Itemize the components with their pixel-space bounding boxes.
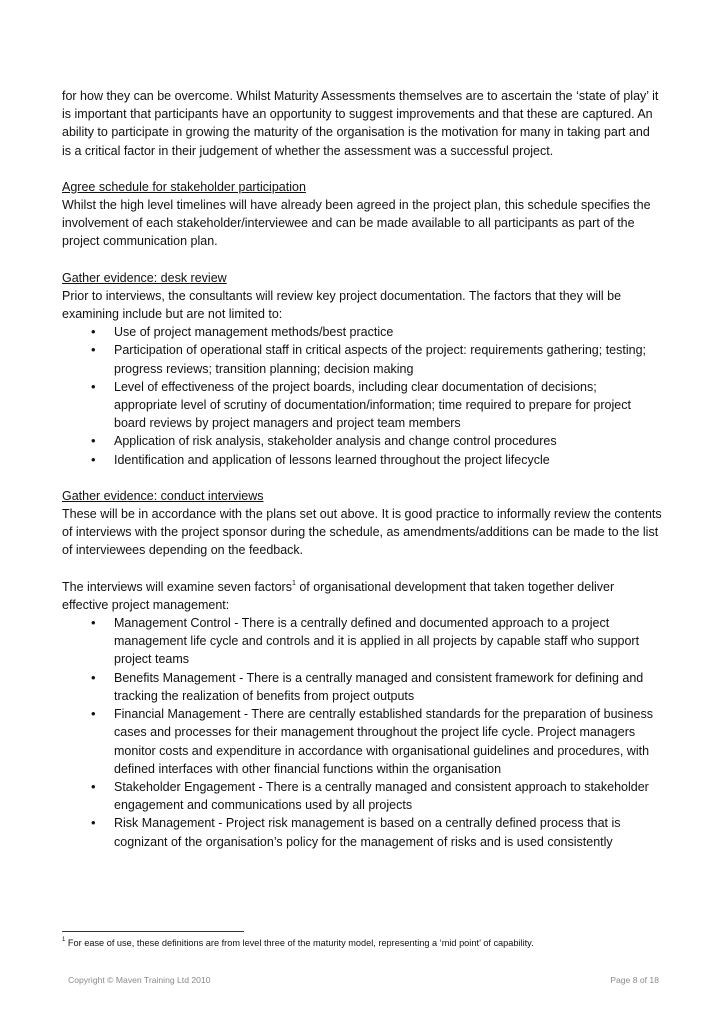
list-item: • Application of risk analysis, stakeholder analysis and change control procedures (62, 432, 662, 450)
list-item: • Risk Management - Project risk management is based on a centrally defined process that is cognizant of the organisation’s policy for the management of risks and is used consistently (62, 814, 662, 850)
desk-review-paragraph: Prior to interviews, the consultants will review key project documentation. The factors that they will be examining include but are not limited to: (62, 288, 622, 322)
footnote-mark: 1 (62, 937, 66, 943)
list-item: • Benefits Management - There is a centrally managed and consistent framework for defining and tracking the realization of benefits from project outputs (62, 669, 662, 705)
page-body (62, 87, 662, 851)
factors-intro (62, 578, 662, 614)
list-item: • Participation of operational staff in critical aspects of the project: requirements gathering; testing; progress reviews; transition planning; decision making (62, 341, 662, 377)
factors-intro-end: of organisational development that taken together deliver effective project management: (62, 579, 615, 612)
footnote-text: For ease of use, these definitions are from level three of the maturity model, representing a ‘mid point’ of capability. (65, 938, 534, 948)
desk-review-list (62, 323, 662, 469)
factors-intro-start: The interviews will examine seven factors (62, 579, 292, 594)
list-item: • Financial Management - There are centrally established standards for the preparation of business cases and processes for their management throughout the project life cycle. Project managers monitor costs and expenditure in accordance with organisational guidelines and procedures, with defined interfaces with other financial functions within the organisation (62, 705, 662, 778)
list-item: • Use of project management methods/best practice (62, 323, 662, 341)
list-item: • Level of effectiveness of the project boards, including clear documentation of decisions; appropriate level of scrutiny of documentation/information; time required to prepare for project board reviews by project managers and project team members (62, 378, 662, 433)
interviews-heading: Gather evidence: conduct interviews (62, 488, 264, 503)
intro-paragraph: for how they can be overcome. Whilst Maturity Assessments themselves are to ascertain the ‘state of play’ it is important that participants have an opportunity to suggest improvements and that these are captured. An ability to participate in growing the maturity of the organisation is the motivation for many in taking part and is a critical factor in their judgement of whether the assessment was a successful project. (62, 89, 659, 158)
schedule-heading: Agree schedule for stakeholder participation (62, 179, 306, 194)
interviews-paragraph: These will be in accordance with the plans set out above. It is good practice to informally review the contents of interviews with the project sponsor during the schedule, as amendments/additions can be made to the list of interviewees depending on the feedback. (62, 507, 662, 558)
footnote-divider (62, 931, 244, 932)
footnote (62, 937, 682, 949)
footnote-reference: 1 (291, 579, 296, 587)
desk-review-heading: Gather evidence: desk review (62, 270, 227, 285)
footer-copyright: Copyright © Maven Training Ltd 2010 (68, 975, 211, 985)
factors-list (62, 614, 662, 851)
list-item: • Stakeholder Engagement - There is a centrally managed and consistent approach to stakeholder engagement and communications used by all projects (62, 778, 662, 814)
list-item: • Identification and application of lessons learned throughout the project lifecycle (62, 451, 662, 469)
footer-page-number: Page 8 of 18 (610, 975, 659, 985)
list-item: • Management Control - There is a centrally defined and documented approach to a project management life cycle and controls and it is applied in all projects by capable staff who support project teams (62, 614, 662, 669)
schedule-paragraph: Whilst the high level timelines will have already been agreed in the project plan, this schedule specifies the involvement of each stakeholder/interviewee and can be made available to all participants as part of the project communication plan. (62, 198, 651, 249)
